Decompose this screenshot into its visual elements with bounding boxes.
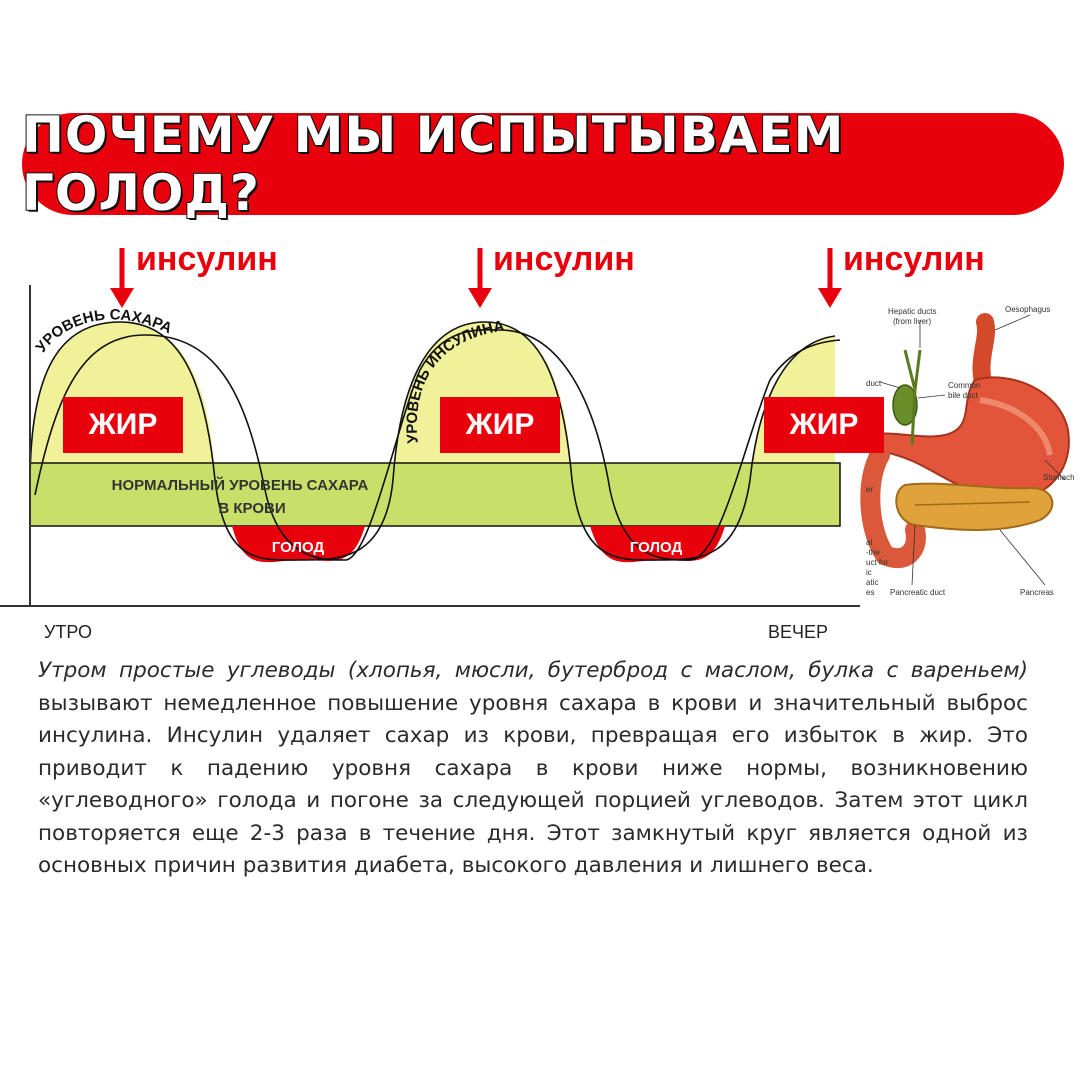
svg-text:Pancreatic duct: Pancreatic duct [890,588,946,597]
svg-text:atic: atic [866,578,879,587]
normal-level-line2: В КРОВИ [218,500,286,517]
normal-sugar-band [30,463,840,526]
digestive-anatomy-illustration [866,305,1075,597]
svg-text:Oesophagus: Oesophagus [1005,305,1051,314]
svg-text:Stomach: Stomach [1043,473,1075,482]
paragraph-body: вызывают немедленное повышение уровня сахара в крови и значительный выброс инсулина. Инсулин удаляет сахар из крови, превращая его избыток в жир. Это приводит к падению уровня сахара в крови ниже нормы, возникновению «углеводного» голода и погоне за следующей порцией углеводов. Затем этот цикл повторяется еще 2-3 раза в течение дня. Этот замкнутый круг является одной из основных причин развития диабета, высокого давления и лишнего веса. [38,690,1028,878]
normal-level-line1: НОРМАЛЬНЫЙ УРОВЕНЬ САХАРА [111,477,369,494]
svg-text:ic: ic [866,568,872,577]
insulin-label-3: инсулин [843,240,985,278]
svg-text:er: er [866,485,874,494]
fat-box-3: ЖИР [764,397,884,453]
insulin-arrow-2 [468,248,492,308]
svg-text:-the: -the [866,548,880,557]
insulin-arrow-3 [818,248,842,308]
insulin-label-2: инсулин [493,240,635,278]
svg-text:Pancreas: Pancreas [1020,588,1054,597]
svg-text:es: es [866,588,875,597]
hunger-label-1: ГОЛОД [271,539,325,556]
svg-text:Hepatic ducts: Hepatic ducts [888,307,937,316]
title-banner [22,106,1064,222]
svg-text:bile duct: bile duct [948,391,978,400]
page-title: ПОЧЕМУ МЫ ИСПЫТЫВАЕМ ГОЛОД? [22,106,845,222]
paragraph-italic-intro: Утром простые углеводы (хлопья, мюсли, бутерброд с маслом, булка с вареньем) [38,658,1028,683]
sugar-insulin-diagram [0,230,1080,650]
svg-text:Common: Common [948,381,981,390]
svg-text:(from liver): (from liver) [893,317,932,326]
insulin-level-label: УРОВЕНЬ ИНСУЛИНА [403,317,506,445]
hunger-label-2: ГОЛОД [629,539,683,556]
svg-text:uct for: uct for [866,558,889,567]
svg-text:al: al [866,538,873,547]
svg-text:duct: duct [866,379,882,388]
explanation-paragraph [38,655,1028,883]
insulin-arrow-1 [110,248,134,308]
sugar-level-label: УРОВЕНЬ САХАРА [32,306,175,356]
fat-box-1: ЖИР [63,397,183,453]
fat-box-2: ЖИР [440,397,560,453]
x-axis-start-label: УТРО [44,622,93,642]
x-axis-end-label: ВЕЧЕР [768,622,829,642]
insulin-label-1: инсулин [136,240,278,278]
